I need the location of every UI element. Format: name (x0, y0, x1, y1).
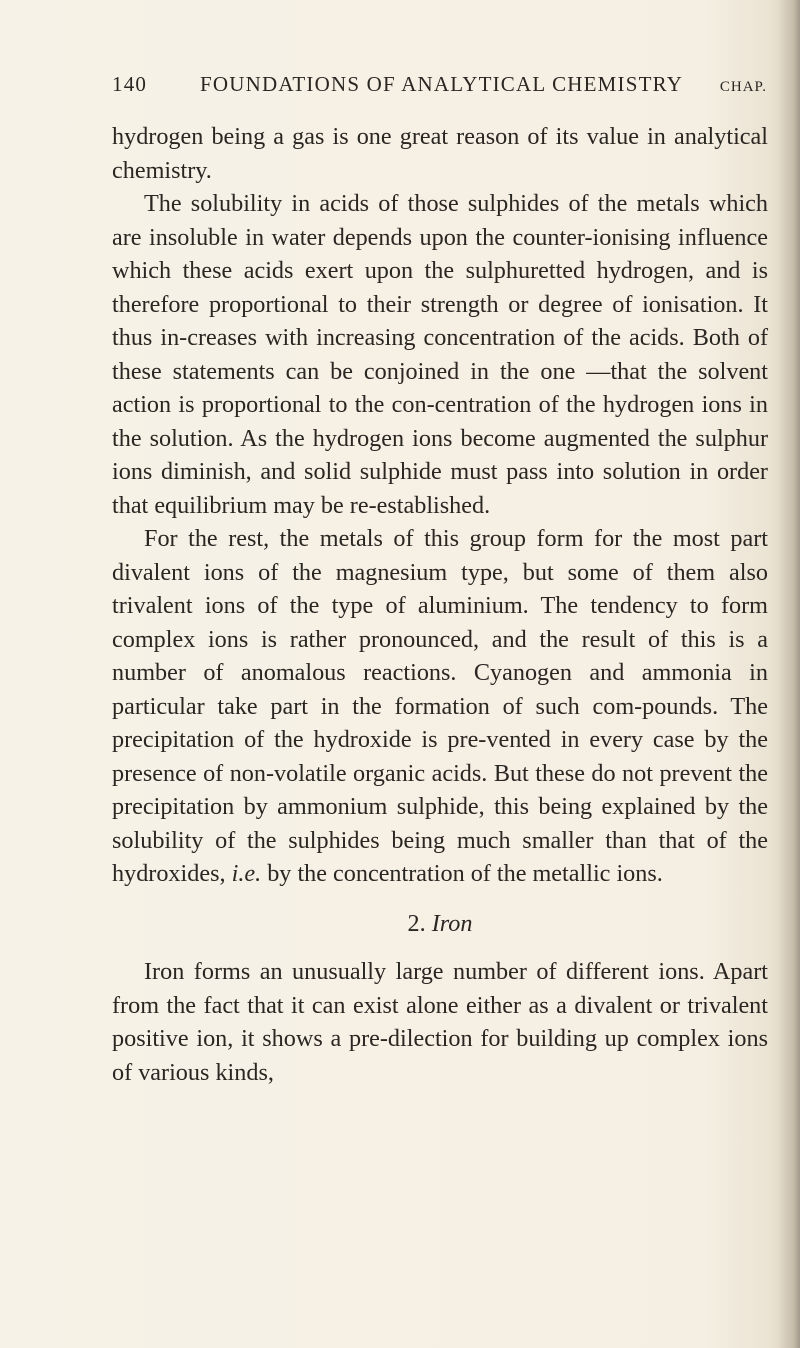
page-number: 140 (112, 72, 148, 96)
paragraph-group-metals (112, 522, 768, 891)
paragraph-group-metals-end: by the concentration of the metallic ions. (267, 860, 663, 887)
section-number: 2. (407, 909, 426, 937)
paragraph-iron: Iron forms an unusually large number of different ions. Apart from the fact that it can exist alone either as a divalent or trivalent positive ion, it shows a pre-dilection for building up complex ions of various kinds, (112, 958, 768, 1086)
running-header (112, 72, 767, 96)
running-title: FOUNDATIONS OF ANALYTICAL CHEMISTRY (200, 72, 684, 96)
chapter-abbreviation: CHAP. (719, 79, 767, 95)
paragraph-group-metals-text: For the rest, the metals of this group form for the most part divalent ions of the magnesium type, but some of them also trivalent ions of the type of aluminium. The tendency to form complex ions is rather pronounced, and the result of this is a number of anomalous reactions. Cyanogen and ammonia in particular take part in the formation of such com-pounds. The precipitation of the hydroxide is pre-vented in every case by the presence of non-volatile organic acids. But these do not prevent the precipitation by ammonium sulphide, this being explained by the solubility of the sulphides being much smaller than that of the hydroxides, (112, 525, 768, 887)
page-edge-shadow (778, 0, 800, 1348)
paragraph-solubility: The solubility in acids of those sulphides of the metals which are insoluble in water depends upon the counter-ionising influence which these acids exert upon the sulphuretted hydrogen, and is therefore proportional to their strength or degree of ionisation. It thus in-creases with increasing concentration of the acids. Both of these statements can be conjoined in the one —that the solvent action is proportional to the con-centration of the hydrogen ions in the solution. As the hydrogen ions become augmented the sulphur ions diminish, and solid sulphide must pass into solution in order that equilibrium may be re-established. (112, 190, 768, 519)
abbreviation-ie: i.e. (231, 860, 262, 887)
paragraph-continuation: hydrogen being a gas is one great reason of its value in analytical chemistry. (112, 123, 768, 184)
section-title: Iron (431, 909, 473, 937)
section-heading (112, 891, 768, 956)
body-text (112, 120, 768, 1089)
